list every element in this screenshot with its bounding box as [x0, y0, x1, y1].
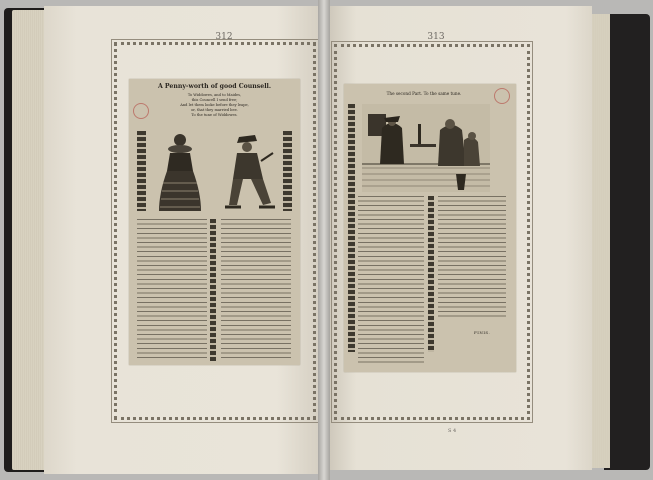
- woodcut-man-icon: [221, 131, 279, 215]
- page-number-left: 312: [215, 32, 233, 42]
- second-part-header: The second Part. To the same tune.: [386, 91, 462, 96]
- column-divider-ornament: [210, 219, 216, 361]
- library-stamp-icon: [133, 103, 149, 119]
- finis-label: FINIS.: [474, 330, 491, 335]
- book-cover-right: [604, 14, 650, 470]
- right-ballad-sheet: [344, 84, 516, 372]
- subtitle-line: And let them looke before they leape,: [180, 103, 249, 107]
- left-ballad-sheet: [129, 79, 300, 365]
- left-second-part-text-column: [358, 196, 424, 364]
- right-ballad-text-column: [221, 219, 291, 361]
- ornament-border: [348, 104, 355, 352]
- woodcut-woman-icon: [153, 131, 207, 215]
- woodcut-interior-scene-icon: [362, 104, 490, 192]
- right-page: [330, 6, 592, 470]
- column-divider-ornament: [428, 196, 434, 352]
- library-stamp-icon: [494, 88, 510, 104]
- ornament-border: [137, 131, 146, 211]
- subtitle-line: or, that they married bee.: [191, 108, 238, 112]
- book-gutter: [318, 0, 330, 480]
- left-ballad-subtitle: [159, 93, 270, 118]
- subtitle-line: To the tune of Widdowes.: [191, 113, 238, 117]
- subtitle-line: this Councell I send free;: [191, 98, 238, 102]
- folio-signature-mark: S 4: [448, 428, 457, 434]
- left-ballad-title: A Penny-worth of good Counsell.: [157, 83, 272, 90]
- left-ballad-text-column: [137, 219, 207, 361]
- page-number-right: 313: [427, 32, 445, 42]
- ornament-border: [283, 131, 292, 211]
- left-page: [44, 6, 318, 474]
- subtitle-line: To Widdowes, and to Maides,: [187, 93, 242, 97]
- right-second-part-text-column: [438, 196, 506, 318]
